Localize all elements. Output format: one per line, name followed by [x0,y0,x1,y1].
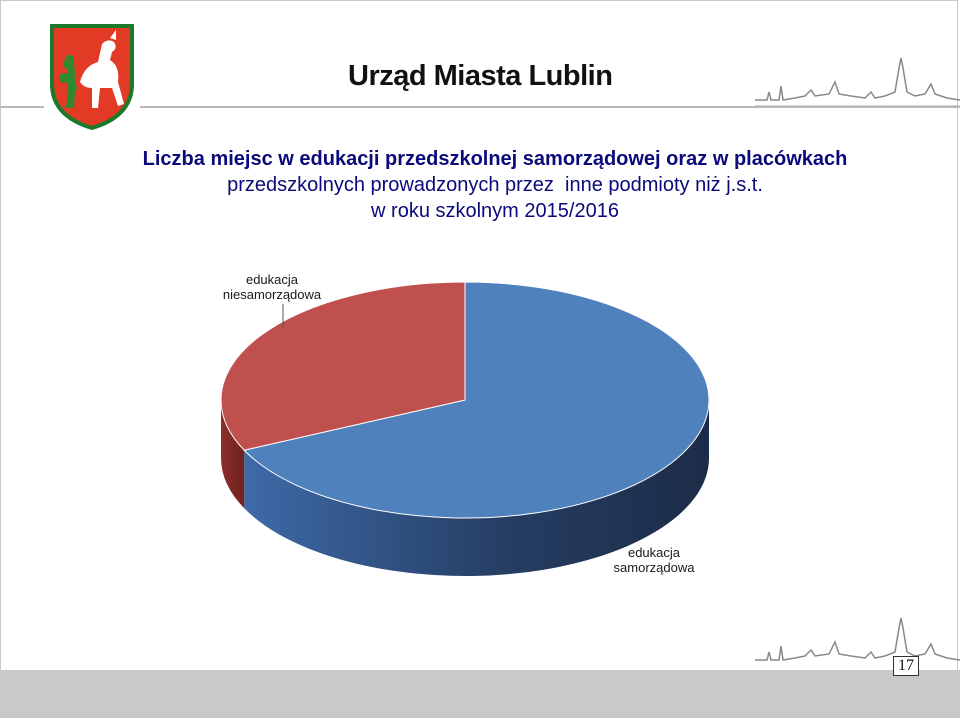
title-line-3: w roku szkolnym 2015/2016 [371,200,619,222]
title-line-2: przedszkolnych prowadzonych przez inne podmioty niż j.s.t. [227,174,763,196]
title-line-1: Liczba miejsc w edukacji przedszkolnej samorządowej oraz w placówkach [142,148,848,170]
footer-band [0,670,960,718]
pie-label-1-line-1: niesamorządowa [222,287,322,302]
skyline-decoration-icon [755,56,960,112]
slide-title [60,146,930,224]
pie-label-0-line-1: samorządowa [613,560,695,575]
brand-title: Urząd Miasta Lublin [348,60,613,92]
lublin-coat-of-arms-icon [44,22,140,132]
skyline-decoration-icon [755,614,960,674]
page-number: 17 [893,656,919,676]
pie-label-0-line-0: edukacja [627,545,681,560]
pie-chart [0,260,960,590]
pie-label-1-line-0: edukacja [245,272,299,287]
